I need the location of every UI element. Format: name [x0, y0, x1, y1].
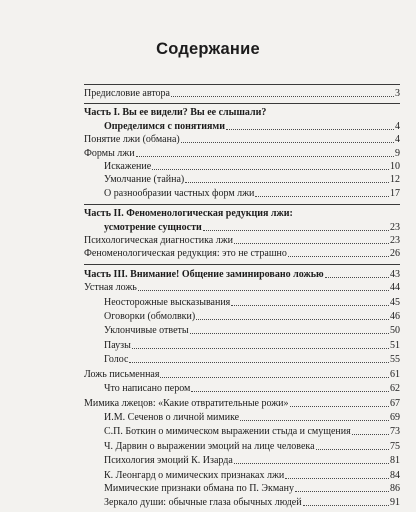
toc-entry-page: 91 — [390, 496, 400, 508]
toc-entry — [104, 338, 400, 352]
leader-dots — [316, 449, 389, 450]
toc-entry-page: 43 — [390, 268, 400, 280]
leader-dots — [129, 362, 389, 363]
title-divider — [84, 84, 400, 85]
toc-entry — [104, 159, 400, 173]
toc-entry-text: Феноменологическая редукция: это не страшно — [84, 248, 287, 260]
leader-dots — [255, 196, 389, 197]
leader-dots — [196, 319, 389, 320]
leader-dots — [138, 290, 389, 291]
toc-entry — [104, 453, 400, 467]
leader-dots — [160, 377, 389, 378]
leader-dots — [234, 463, 389, 464]
toc-entry — [84, 267, 400, 281]
toc-entry-text: Понятие лжи (обмана) — [84, 134, 180, 146]
toc-entry-text: Паузы — [104, 339, 131, 351]
toc-entry-text: Определимся с понятиями — [104, 120, 225, 132]
toc-entry-page: 73 — [390, 426, 400, 438]
toc-entry-text: Психологическая диагностика лжи — [84, 235, 233, 247]
toc-entry-page: 17 — [390, 187, 400, 199]
toc-entry-text: Неосторожные высказывания — [104, 296, 231, 308]
toc-entry-page: 23 — [390, 221, 400, 233]
toc-entry-text: Часть III. Внимание! Общение заминировано ложью — [84, 268, 324, 280]
toc-entry — [104, 381, 400, 395]
toc-entry-page: 4 — [395, 134, 400, 146]
leader-dots — [303, 505, 389, 506]
leader-dots — [171, 96, 394, 97]
toc-entry — [104, 323, 400, 337]
toc-entry — [104, 352, 400, 366]
leader-dots — [136, 156, 394, 157]
leader-dots — [231, 305, 389, 306]
section-divider — [84, 264, 400, 265]
leader-dots — [240, 420, 389, 421]
toc-entry-page: 81 — [390, 455, 400, 467]
toc-entry — [84, 367, 400, 381]
toc-entry-text: Предисловие автора — [84, 87, 170, 99]
toc-entry — [104, 186, 400, 200]
toc-entry-text: О разнообразии частных форм лжи — [104, 187, 255, 199]
leader-dots — [352, 434, 389, 435]
section-divider — [84, 204, 400, 205]
toc-entry-text: Умолчание (тайна) — [104, 174, 185, 186]
toc-entry — [84, 280, 400, 294]
toc-entry-page: 67 — [390, 397, 400, 409]
page-title: Содержание — [156, 40, 260, 58]
toc-entry-text: Искажение — [104, 160, 152, 172]
toc-entry-page: 55 — [390, 354, 400, 366]
toc-entry-text: Зеркало души: обычные глаза обычных людей — [104, 496, 302, 508]
toc-entry-page: 84 — [390, 469, 400, 481]
toc-entry-text: Мимика лжецов: «Какие отвратительные рожи» — [84, 397, 289, 409]
part-heading: Часть II. Феноменологическая редукция лжи: — [84, 208, 293, 220]
leader-dots — [203, 230, 389, 231]
toc-entry — [84, 233, 400, 247]
leader-dots — [288, 256, 389, 257]
toc-entry — [84, 396, 400, 410]
toc-entry-text: Оговорки (обмолвки) — [104, 310, 196, 322]
leader-dots — [295, 491, 389, 492]
toc-entry-page: 46 — [390, 310, 400, 322]
leader-dots — [226, 129, 394, 130]
toc-entry — [104, 410, 400, 424]
leader-dots — [290, 406, 390, 407]
toc-entry — [104, 309, 400, 323]
toc-entry — [104, 172, 400, 186]
leader-dots — [191, 391, 389, 392]
toc-entry-text: Голос — [104, 354, 129, 366]
toc-entry-text: Психология эмоций К. Изарда — [104, 455, 233, 467]
toc-entry — [104, 468, 400, 482]
toc-entry-text: Ложь письменная — [84, 368, 160, 380]
toc-entry — [84, 132, 400, 146]
toc-entry-text: К. Леонгард о мимических признаках лжи — [104, 469, 285, 481]
toc-entry-page: 44 — [390, 282, 400, 294]
leader-dots — [190, 333, 389, 334]
toc-entry-page: 12 — [390, 174, 400, 186]
toc-entry — [104, 220, 400, 234]
toc-entry-page: 45 — [390, 296, 400, 308]
toc-entry-page: 51 — [390, 339, 400, 351]
leader-dots — [325, 277, 389, 278]
leader-dots — [285, 478, 389, 479]
leader-dots — [185, 182, 389, 183]
toc-entry-page: 23 — [390, 235, 400, 247]
toc-entry-page: 4 — [395, 120, 400, 132]
toc-entry — [104, 481, 400, 495]
toc-entry — [104, 424, 400, 438]
toc-entry-text: С.П. Боткин о мимическом выражении стыда и смущения — [104, 426, 351, 438]
toc-entry — [84, 146, 400, 160]
leader-dots — [181, 142, 394, 143]
toc-entry — [84, 246, 400, 260]
toc-entry-page: 26 — [390, 248, 400, 260]
toc-entry-page: 50 — [390, 325, 400, 337]
toc-entry-text: Формы лжи — [84, 147, 135, 159]
leader-dots — [234, 243, 389, 244]
toc-entry-text: И.М. Сеченов о личной мимике — [104, 411, 240, 423]
toc-entry-text: Уклончивые ответы — [104, 325, 189, 337]
toc-entry-page: 10 — [390, 160, 400, 172]
section-divider — [84, 103, 400, 104]
toc-entry-page: 62 — [390, 383, 400, 395]
toc-entry-page: 61 — [390, 368, 400, 380]
toc-entry-page: 69 — [390, 411, 400, 423]
toc-entry-page: 3 — [395, 87, 400, 99]
toc-entry-page: 86 — [390, 483, 400, 495]
toc-entry-text: Мимические признаки обмана по П. Экману — [104, 483, 294, 495]
toc-entry — [84, 86, 400, 100]
leader-dots — [152, 169, 389, 170]
part-heading: Часть I. Вы ее видели? Вы ее слышали? — [84, 107, 267, 119]
toc-entry — [104, 295, 400, 309]
toc-entry-text: усмотрение сущности — [104, 221, 202, 233]
toc-entry-page: 9 — [395, 147, 400, 159]
toc-entry-page: 75 — [390, 440, 400, 452]
toc-entry-text: Ч. Дарвин о выражении эмоций на лице человека — [104, 440, 315, 452]
toc-entry — [104, 495, 400, 509]
toc-entry-text: Что написано пером — [104, 383, 191, 395]
toc-entry-text: Устная ложь — [84, 282, 137, 294]
toc-entry — [104, 439, 400, 453]
leader-dots — [132, 348, 389, 349]
toc-entry — [104, 119, 400, 133]
